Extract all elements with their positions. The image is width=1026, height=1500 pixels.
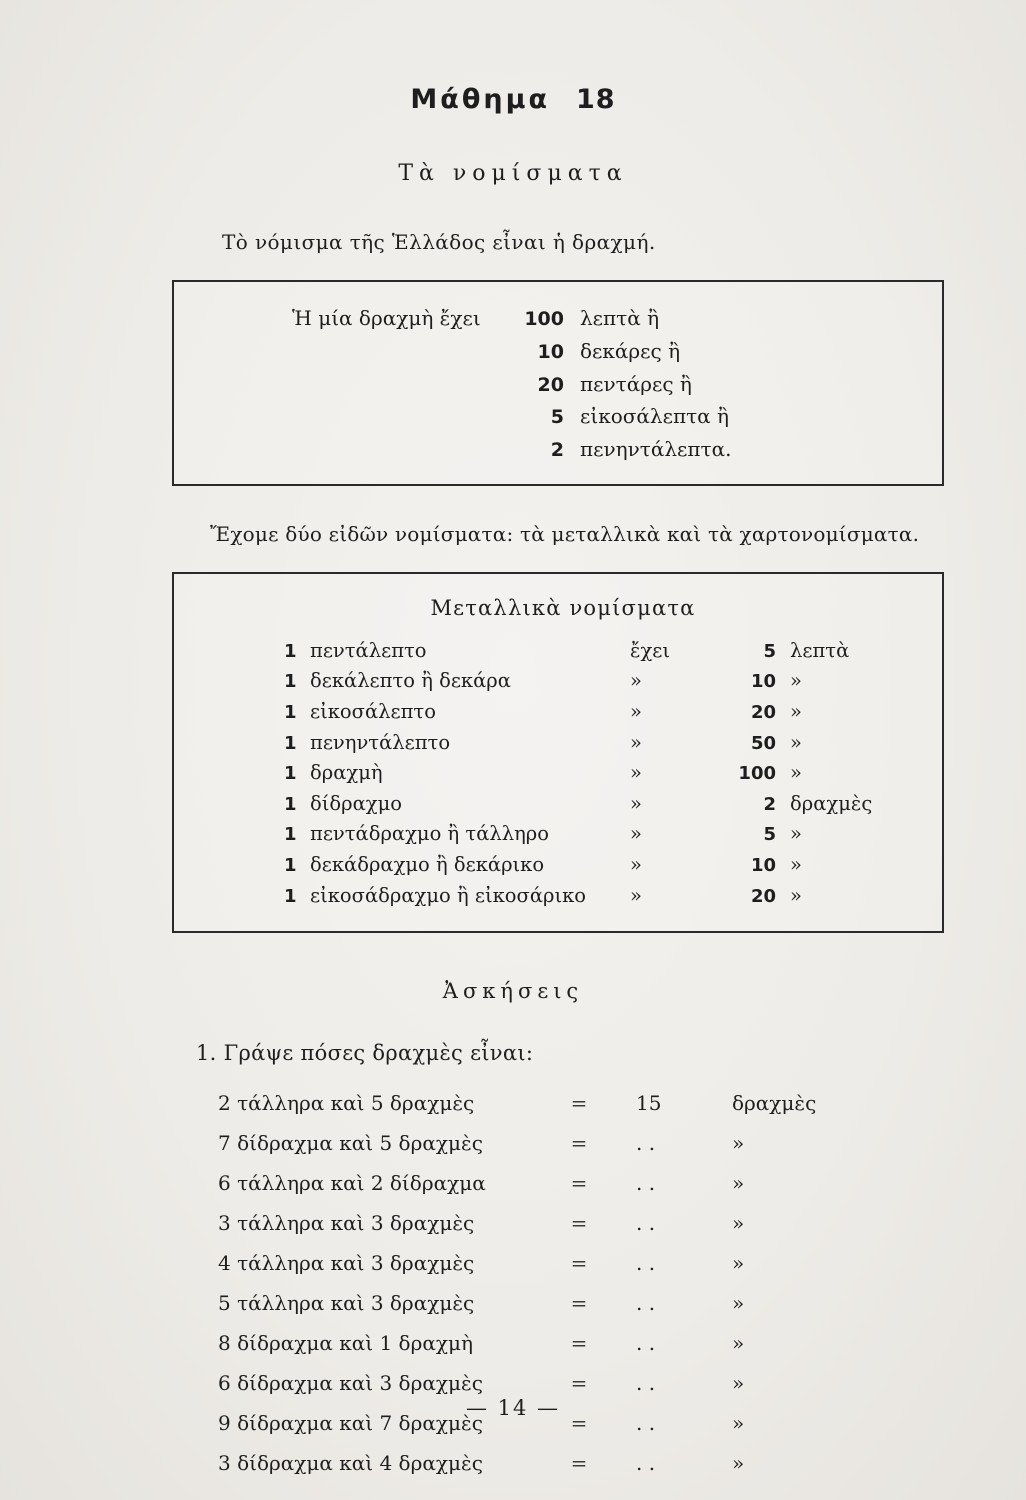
exercise-expression: 7 δίδραχμα καὶ 5 δραχμὲς [218, 1131, 483, 1156]
drachma-row-amount: 100 [524, 308, 564, 330]
coin-name: πεντάλεπτο [310, 638, 427, 662]
drachma-row-unit: εἰκοσάλεπτα ἢ [580, 404, 729, 429]
list-item [218, 1171, 1026, 1211]
coin-unit: » [790, 730, 802, 754]
drachma-row-amount: 20 [537, 373, 564, 396]
coin-qty: 1 [284, 732, 297, 754]
coin-name: εἰκοσάλεπτο [310, 700, 436, 724]
exercise-answer-unit: » [732, 1131, 745, 1156]
list-item [218, 1451, 1026, 1491]
list-item [218, 1331, 1026, 1371]
coin-name: δεκάδραχμο ἢ δεκάρικο [310, 853, 545, 877]
drachma-row-amount: 10 [537, 340, 564, 363]
coin-name: πεντάδραχμο ἢ τάλληρο [310, 822, 549, 846]
equals-sign: = [570, 1211, 588, 1236]
exercise-answer[interactable]: . . [636, 1331, 656, 1356]
coin-unit: λεπτὰ [790, 638, 850, 662]
coin-unit: » [790, 883, 802, 907]
coin-name: δραχμὴ [310, 761, 383, 785]
coin-qty: 1 [284, 640, 297, 662]
equals-sign: = [570, 1251, 588, 1276]
coin-name: πενηντάλεπτο [310, 730, 451, 754]
coin-qty: 1 [284, 824, 297, 846]
exercise-expression: 5 τάλληρα καὶ 3 δραχμὲς [218, 1291, 475, 1316]
coin-unit: δραχμὲς [790, 791, 873, 815]
coin-has: ἔχει [630, 638, 671, 662]
table-row [284, 758, 942, 789]
drachma-row [292, 302, 942, 335]
coin-name: δίδραχμο [310, 791, 402, 815]
exercise-expression: 6 τάλληρα καὶ 2 δίδραχμα [218, 1171, 486, 1196]
exercise-expression: 4 τάλληρα καὶ 3 δραχμὲς [218, 1251, 475, 1276]
equals-sign: = [570, 1451, 588, 1476]
coin-qty: 1 [284, 671, 297, 693]
table-row [284, 697, 942, 728]
coin-value: 2 [763, 793, 776, 815]
drachma-row [292, 400, 942, 433]
exercise-answer[interactable]: 15 [636, 1091, 662, 1116]
exercise-answer-unit: » [732, 1451, 745, 1476]
coin-table [284, 636, 942, 911]
exercise-answer-unit: » [732, 1211, 745, 1236]
coin-unit: » [790, 669, 802, 693]
coin-qty: 1 [284, 702, 297, 724]
list-item [218, 1211, 1026, 1251]
coin-value: 5 [763, 824, 776, 846]
mid-paragraph: Ἔχομε δύο εἰδῶν νομίσματα: τὰ μεταλλικὰ καὶ τὰ χαρτονομίσματα. [210, 521, 920, 546]
lesson-number: 18 [576, 84, 616, 115]
drachma-row-lead: Ἡ μία δραχμὴ ἔχει [292, 306, 481, 330]
page-number: — 14 — [465, 1396, 561, 1420]
exercise-answer-unit: » [732, 1371, 745, 1396]
coin-qty: 1 [284, 885, 297, 907]
exercise-answer-unit: » [732, 1411, 745, 1436]
equals-sign: = [570, 1291, 588, 1316]
lesson-label: Μάθημα [410, 84, 551, 115]
exercise-expression: 8 δίδραχμα καὶ 1 δραχμὴ [218, 1331, 473, 1356]
coin-has: » [630, 791, 642, 815]
table-row [284, 666, 942, 697]
coin-qty: 1 [284, 763, 297, 785]
table-row [284, 850, 942, 881]
table-row [284, 819, 942, 850]
exercise-expression: 6 δίδραχμα καὶ 3 δραχμὲς [218, 1371, 483, 1396]
exercise-answer[interactable]: . . [636, 1171, 656, 1196]
coin-unit: » [790, 700, 802, 724]
drachma-rows [292, 302, 942, 466]
list-item [218, 1131, 1026, 1171]
coin-value: 10 [750, 671, 776, 693]
table-row [284, 881, 942, 912]
coin-value: 10 [750, 855, 776, 877]
drachma-definition-box [172, 280, 944, 486]
exercise-answer-unit: » [732, 1291, 745, 1316]
coin-unit: » [790, 853, 802, 877]
exercise-expression: 2 τάλληρα καὶ 5 δραχμὲς [218, 1091, 475, 1116]
exercise-answer[interactable]: . . [636, 1451, 656, 1476]
exercise-answer[interactable]: . . [636, 1291, 656, 1316]
exercise-answer-unit: » [732, 1171, 745, 1196]
equals-sign: = [570, 1371, 588, 1396]
subject-title: Τὰ νομίσματα [398, 161, 628, 186]
coin-has: » [630, 669, 642, 693]
coin-value: 100 [738, 763, 776, 785]
exercise-expression: 3 τάλληρα καὶ 3 δραχμὲς [218, 1211, 475, 1236]
coin-has: » [630, 853, 642, 877]
metal-coins-box [172, 572, 944, 933]
coin-value: 20 [750, 885, 776, 907]
equals-sign: = [570, 1131, 588, 1156]
exercise-question: 1. Γράψε πόσες δραχμὲς εἶναι: [196, 1041, 534, 1066]
coin-unit: » [790, 761, 802, 785]
exercise-answer[interactable]: . . [636, 1371, 656, 1396]
coin-has: » [630, 822, 642, 846]
coin-value: 50 [750, 732, 776, 754]
exercise-answer-unit: » [732, 1251, 745, 1276]
coin-has: » [630, 883, 642, 907]
equals-sign: = [570, 1091, 588, 1116]
intro-paragraph: Τὸ νόμισμα τῆς Ἑλλάδος εἶναι ἡ δραχμή. [222, 230, 656, 254]
page-title [0, 84, 1026, 115]
coin-name: εἰκοσάδραχμο ἢ εἰκοσάρικο [310, 883, 587, 907]
exercises-title: Ἀσκήσεις [442, 979, 584, 1004]
metal-coins-heading: Μεταλλικὰ νομίσματα [430, 595, 696, 620]
exercise-answer[interactable]: . . [636, 1251, 656, 1276]
coin-value: 20 [750, 702, 776, 724]
table-row [284, 789, 942, 820]
exercise-answer[interactable]: . . [636, 1131, 656, 1156]
coin-has: » [630, 700, 642, 724]
exercise-answer[interactable]: . . [636, 1411, 656, 1436]
drachma-row-unit: δεκάρες ἢ [580, 338, 681, 363]
list-item [218, 1251, 1026, 1291]
drachma-row-unit: πενηντάλεπτα. [580, 437, 732, 462]
drachma-row [292, 335, 942, 368]
drachma-row-amount: 5 [550, 406, 564, 429]
list-item [218, 1091, 1026, 1131]
exercise-answer[interactable]: . . [636, 1211, 656, 1236]
equals-sign: = [570, 1331, 588, 1356]
equals-sign: = [570, 1171, 588, 1196]
drachma-row-unit: πεντάρες ἢ [580, 371, 692, 396]
exercise-answer-unit: » [732, 1331, 745, 1356]
coin-qty: 1 [284, 793, 297, 815]
exercise-expression: 9 δίδραχμα καὶ 7 δραχμὲς [218, 1411, 483, 1436]
exercise-expression: 3 δίδραχμα καὶ 4 δραχμὲς [218, 1451, 483, 1476]
coin-name: δεκάλεπτο ἢ δεκάρα [310, 669, 511, 693]
coin-value: 5 [763, 640, 776, 662]
coin-has: » [630, 761, 642, 785]
drachma-row [292, 433, 942, 466]
coin-qty: 1 [284, 855, 297, 877]
drachma-row-unit: λεπτὰ ἢ [580, 306, 660, 330]
table-row [284, 728, 942, 759]
drachma-row-amount: 2 [550, 439, 564, 462]
coin-has: » [630, 730, 642, 754]
table-row [284, 636, 942, 667]
exercise-list [218, 1091, 1026, 1491]
exercise-answer-unit: δραχμὲς [732, 1091, 817, 1116]
list-item [218, 1291, 1026, 1331]
drachma-row [292, 368, 942, 401]
equals-sign: = [570, 1411, 588, 1436]
coin-unit: » [790, 822, 802, 846]
